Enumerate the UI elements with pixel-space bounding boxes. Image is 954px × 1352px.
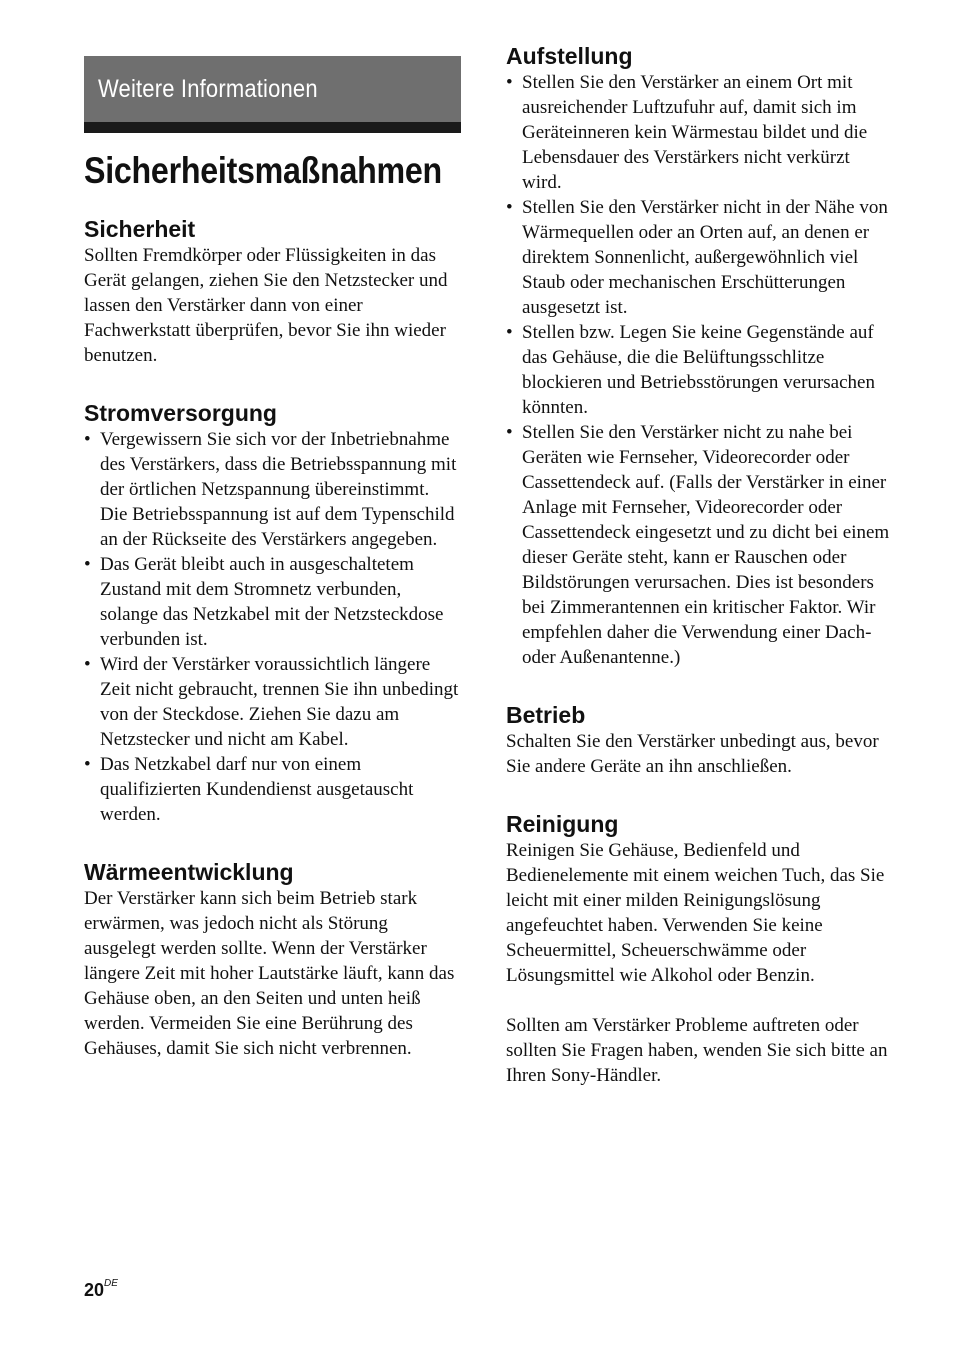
list-item xyxy=(84,427,461,552)
sicherheit-text: Sollten Fremdkörper oder Flüssigkeiten in das Gerät gelangen, ziehen Sie den Netzstecker und lassen den Verstärker dann von einer Fachwerkstatt überprüfen, bevor Sie ihn wieder benutzen. xyxy=(84,245,448,366)
right-column xyxy=(506,42,891,1088)
list-item: • Wird der Verstärker voraussichtlich längere Zeit nicht gebraucht, trennen Sie ihn unbedingt von der Steckdose. Ziehen Sie dazu am Netzstecker und nicht am Kabel. xyxy=(84,652,461,752)
section-aufstellung xyxy=(506,42,891,670)
section-banner xyxy=(84,56,461,133)
page-number-value: 20 xyxy=(84,1280,105,1300)
list-item: • Stellen Sie den Verstärker an einem Ort mit ausreichender Luftzufuhr auf, damit sich im Geräteinneren kein Wärmestau bildet und die Lebensdauer des Verstärkers nicht verkürzt wird. xyxy=(506,70,891,195)
page-number xyxy=(84,1280,118,1301)
section-betrieb xyxy=(506,701,891,779)
heading-waermeentwicklung: Wärmeentwicklung xyxy=(84,859,294,885)
section-reinigung xyxy=(506,810,891,1088)
heading-sicherheit: Sicherheit xyxy=(84,216,196,242)
page-number-suffix: DE xyxy=(104,1278,118,1289)
section-banner-label: Weitere Informationen xyxy=(98,74,318,103)
reinigung-text: Reinigen Sie Gehäuse, Bedienfeld und Bedienelemente mit einem weichen Tuch, das Sie leicht mit einer milden Reinigungslösung angefeuchtet haben. Verwenden Sie keine Scheuermittel, Scheuerschwämme oder Lösungsmittel wie Alkohol oder Benzin. xyxy=(506,840,885,986)
list-item-text: Vergewissern Sie sich vor der Inbetriebnahme des Verstärkers, dass die Betriebsspannung mit der örtlichen Netzspannung übereinstimmt. xyxy=(100,429,457,500)
heading-aufstellung: Aufstellung xyxy=(506,43,633,69)
heading-betrieb: Betrieb xyxy=(506,702,586,728)
betrieb-text: Schalten Sie den Verstärker unbedingt aus, bevor Sie andere Geräte an ihn anschließen. xyxy=(506,731,879,777)
left-column xyxy=(84,56,461,1061)
list-item-note: Die Betriebsspannung ist auf dem Typenschild an der Rückseite des Verstärkers angegeben. xyxy=(100,504,455,550)
section-sicherheit xyxy=(84,215,461,368)
section-waermeentwicklung xyxy=(84,858,461,1061)
page-title: Sicherheitsmaßnahmen xyxy=(84,150,442,191)
stromversorgung-list xyxy=(84,427,461,827)
list-item: • Stellen Sie den Verstärker nicht in der Nähe von Wärmequellen oder an Orten auf, an denen er direktem Sonnenlicht, außergewöhnlich viel Staub oder mechanischen Erschütterungen ausgesetzt ist. xyxy=(506,195,891,320)
heading-stromversorgung: Stromversorgung xyxy=(84,400,277,426)
list-item: • Das Gerät bleibt auch in ausgeschaltetem Zustand mit dem Stromnetz verbunden, solange das Netzkabel mit der Netzsteckdose verbunden ist. xyxy=(84,552,461,652)
waermeentwicklung-text: Der Verstärker kann sich beim Betrieb stark erwärmen, was jedoch nicht als Störung ausgelegt werden sollte. Wenn der Verstärker längere Zeit mit hoher Lautstärke läuft, kann das Gehäuse oben, an den Seiten und unten heiß werden. Vermeiden Sie eine Berührung des Gehäuses, damit Sie sich nicht verbrennen. xyxy=(84,888,455,1059)
list-item: • Stellen bzw. Legen Sie keine Gegenstände auf das Gehäuse, die die Belüftungsschlitze blockieren und Betriebsstörungen verursachen könnten. xyxy=(506,320,891,420)
aufstellung-list xyxy=(506,70,891,670)
list-item: • Stellen Sie den Verstärker nicht zu nahe bei Geräten wie Fernseher, Videorecorder oder Cassettendeck auf. (Falls der Verstärker in einer Anlage mit Fernseher, Videorecorder oder Cassettendeck eingesetzt und zu dicht bei einem dieser Geräte steht, kann er Rauschen oder Bildstörungen verursachen. Dies ist besonders bei Zimmerantennen ein kritischer Faktor. Wir empfehlen daher die Verwendung einer Dach- oder Außenantenne.) xyxy=(506,420,891,670)
heading-reinigung: Reinigung xyxy=(506,811,619,837)
list-item: • Das Netzkabel darf nur von einem qualifizierten Kundendienst ausgetauscht werden. xyxy=(84,752,461,827)
reinigung-contact-text: Sollten am Verstärker Probleme auftreten oder sollten Sie Fragen haben, wenden Sie sich bitte an Ihren Sony-Händler. xyxy=(506,1015,888,1086)
section-stromversorgung xyxy=(84,399,461,827)
